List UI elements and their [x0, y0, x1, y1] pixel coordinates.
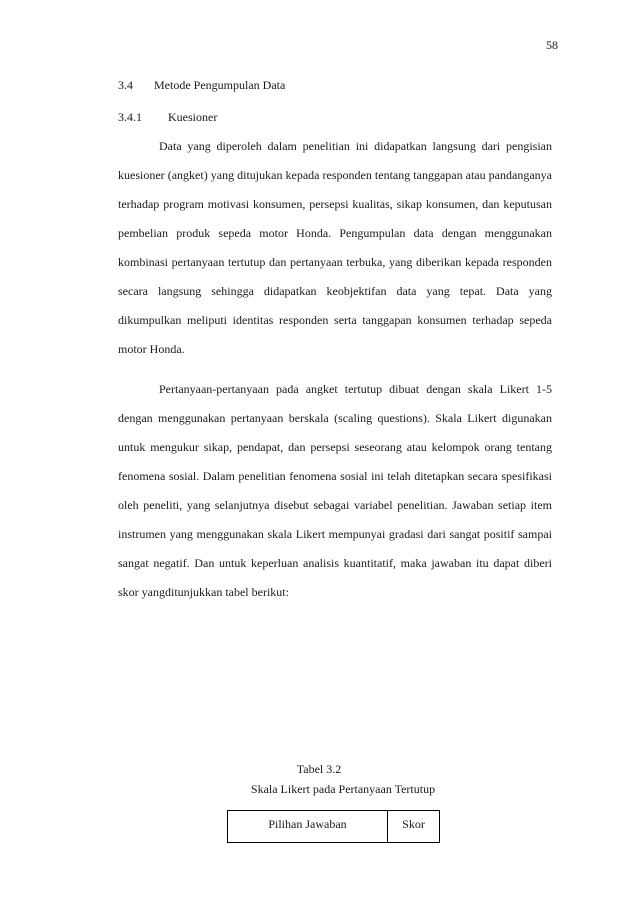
subsection-title: Kuesioner	[168, 110, 218, 124]
paragraph-1-text: Data yang diperoleh dalam penelitian ini didapatkan langsung dari pengisian kuesioner (angket) yang ditujukan kepada responden tentang tanggapan atau pandanganya terhadap program motivasi konsumen, persepsi kualitas, sikap konsumen, dan keputusan pembelian produk sepeda motor Honda. Pengumpulan data dengan menggunakan kombinasi pertanyaan tertutup dan pertanyaan terbuka, yang diberikan kepada responden secara langsung sehingga didapatkan keobjektifan data yang tepat. Data yang dikumpulkan meliputi identitas responden serta tanggapan konsumen terhadap sepeda motor Honda.	[118, 139, 552, 356]
section-title: Metode Pengumpulan Data	[154, 78, 286, 92]
header-pilihan-jawaban: Pilihan Jawaban	[228, 811, 388, 843]
section-heading	[118, 78, 285, 93]
subsection-heading	[118, 110, 217, 125]
table-caption-title: Skala Likert pada Pertanyaan Tertutup	[250, 782, 436, 796]
section-number: 3.4	[118, 78, 133, 92]
table-header-row	[228, 811, 440, 843]
page-number: 58	[546, 38, 558, 52]
likert-table	[227, 810, 440, 843]
paragraph-2	[118, 375, 552, 607]
paragraph-2-text: Pertanyaan-pertanyaan pada angket tertutup dibuat dengan skala Likert 1-5 dengan menggunakan pertanyaan berskala (scaling questions). Skala Likert digunakan untuk mengukur sikap, pendapat, dan persepsi seseorang atau kelompok orang tentang fenomena sosial. Dalam penelitian fenomena sosial ini telah ditetapkan secara spesifikasi oleh peneliti, yang selanjutnya disebut sebagai variabel penelitian. Jawaban setiap item instrumen yang menggunakan skala Likert mempunyai gradasi dari sangat positif sampai sangat negatif. Dan untuk keperluan analisis kuantitatif, maka jawaban itu dapat diberi skor yangditunjukkan tabel berikut:	[118, 382, 552, 599]
paragraph-1	[118, 132, 552, 364]
header-skor: Skor	[388, 811, 440, 843]
table-caption-number: Tabel 3.2	[296, 762, 342, 776]
subsection-number: 3.4.1	[118, 110, 142, 124]
